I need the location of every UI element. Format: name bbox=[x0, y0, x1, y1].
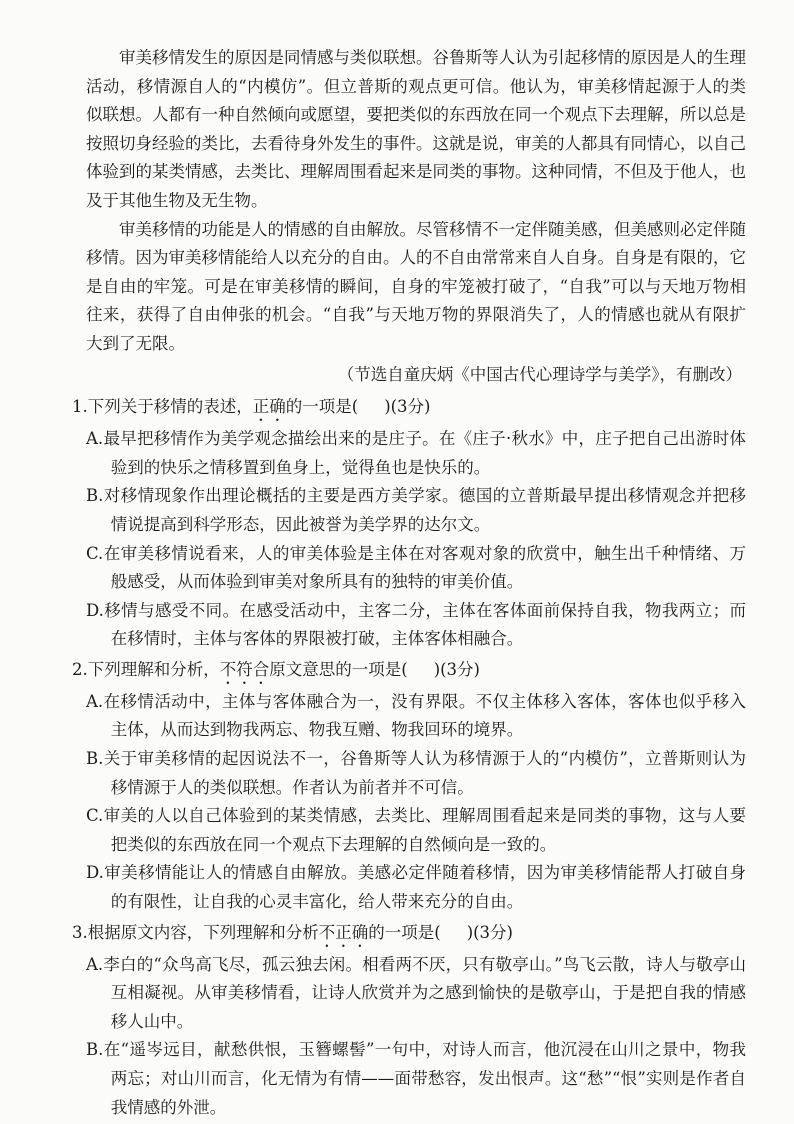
question-1-stem bbox=[72, 393, 746, 425]
question-1-stem-before: 1.下列关于移情的表述， bbox=[72, 397, 253, 417]
question-1-option-b bbox=[86, 482, 746, 539]
option-label: B. bbox=[86, 1040, 104, 1060]
question-3-stem-before: 3.根据原文内容，下列理解和分析 bbox=[72, 922, 319, 942]
option-label: D. bbox=[86, 600, 104, 620]
page-content bbox=[72, 44, 746, 1122]
question-2-stem-after: 原文意思的一项是( bbox=[269, 659, 408, 679]
option-text: 在移情活动中，主体与客体融合为一，没有界限。不仅主体移入客体，客体也似乎移入主体，从而达到物我两忘、物我互赠、物我回环的境界。 bbox=[103, 691, 746, 740]
question-3-option-a bbox=[86, 951, 746, 1037]
question-3-emphasis: 不正确 bbox=[318, 922, 369, 942]
question-2-stem-before: 2.下列理解和分析， bbox=[72, 659, 220, 679]
passage-source: （节选自童庆炳《中国古代心理诗学与美学》，有删改） bbox=[337, 364, 742, 384]
question-1-stem-after: 的一项是( bbox=[285, 397, 359, 417]
option-text: 关于审美移情的起因说法不一，谷鲁斯等人认为移情源于人的“内模仿”，立普斯则认为移情源于人的类似联想。作者认为前者并不可信。 bbox=[103, 749, 746, 797]
passage-paragraph-2: 审美移情的功能是人的情感的自由解放。尽管移情不一定伴随美感，但美感则必定伴随移情。因为审美移情能给人以充分的自由。人的不自由常常来自人自身。自身是有限的，它是自由的牢笼。可是在审美移情的瞬间，自身的牢笼被打破了，“自我”可以与天地万物相往来，获得了自由伸张的机会。“自我”与天地万物的界限消失了，人的情感也就从有限扩大到了无限。 bbox=[86, 219, 746, 353]
option-text: 李白的“众鸟高飞尽，孤云独去闲。相看两不厌，只有敬亭山。”鸟飞云散，诗人与敬亭山互相凝视。从审美移情看，让诗人欣赏并为之感到愉快的是敬亭山，于是把自我的情感移人山中。 bbox=[103, 954, 746, 1031]
option-text: 移情与感受不同。在感受活动中，主客二分，主体在客体面前保持自我，物我两立；而在移情时，主体与客体的界限被打破，主体客体相融合。 bbox=[103, 600, 746, 649]
question-1-score: )(3分) bbox=[384, 397, 431, 417]
question-3-stem bbox=[72, 919, 746, 951]
option-label: C. bbox=[86, 806, 104, 826]
question-2-option-b bbox=[86, 745, 746, 802]
option-text: 在审美移情说看来，人的审美体验是主体在对客观对象的欣赏中，触生出千种情绪、万般感受，从而体验到审美对象所具有的独特的审美价值。 bbox=[103, 543, 746, 592]
option-text: 对移情现象作出理论概括的主要是西方美学家。德国的立普斯最早提出移情观念并把移情说提高到科学形态，因此被誉为美学界的达尔文。 bbox=[103, 486, 746, 534]
question-3-stem-after: 的一项是( bbox=[368, 922, 441, 942]
option-label: B. bbox=[86, 486, 104, 506]
question-3-option-b bbox=[86, 1036, 746, 1122]
question-1-option-d bbox=[86, 597, 746, 654]
option-label: A. bbox=[86, 691, 104, 711]
question-2-emphasis: 不符合 bbox=[219, 659, 270, 679]
option-label: B. bbox=[86, 749, 104, 769]
question-1-option-c bbox=[86, 540, 746, 597]
question-2-option-c bbox=[86, 802, 746, 859]
option-text: 审美移情能让人的情感自由解放。美感必定伴随着移情，因为审美移情能帮人打破自身的有限性，让自我的心灵丰富化，给人带来充分的自由。 bbox=[103, 863, 746, 912]
option-text: 审美的人以自己体验到的某类情感，去类比、理解周围看起来是同类的事物，这与人要把类似的东西放在同一个观点下去理解的自然倾向是一致的。 bbox=[103, 806, 746, 854]
option-text: 在“遥岑远目，献愁供恨，玉簪螺髻”一句中，对诗人而言，他沉浸在山川之景中，物我两忘；对山川而言，化无情为有情——面带愁容，发出恨声。这“愁”“恨”实则是作者自我情感的外泄。 bbox=[103, 1040, 746, 1117]
question-2-score: )(3分) bbox=[433, 659, 480, 679]
question-2-stem bbox=[72, 656, 746, 688]
passage-paragraph-1: 审美移情发生的原因是同情感与类似联想。谷鲁斯等人认为引起移情的原因是人的生理活动，移情源自人的“内模仿”。但立普斯的观点更可信。他认为，审美移情起源于人的类似联想。人都有一种自然倾向或愿望，要把类似的东西放在同一个观点下去理解，所以总是按照切身经验的类比，去看待身外发生的事件。这就是说，审美的人都具有同情心，以自己体验到的某类情感，去类比、理解周围看起来是同类的事物。这种同情，不但及于他人，也及于其他生物及无生物。 bbox=[86, 48, 746, 210]
question-2-option-a bbox=[86, 688, 746, 745]
option-label: C. bbox=[86, 543, 104, 563]
option-label: A. bbox=[86, 954, 104, 974]
question-1-option-a bbox=[86, 425, 746, 482]
question-1-emphasis: 正确 bbox=[252, 397, 286, 417]
option-label: D. bbox=[86, 863, 104, 883]
option-text: 最早把移情作为美学观念描绘出来的是庄子。在《庄子·秋水》中，庄子把自己出游时体验到的快乐之情移置到鱼身上，觉得鱼也是快乐的。 bbox=[103, 429, 746, 477]
question-2-option-d bbox=[86, 859, 746, 916]
option-label: A. bbox=[86, 429, 104, 449]
question-3-score: )(3分) bbox=[466, 922, 513, 942]
